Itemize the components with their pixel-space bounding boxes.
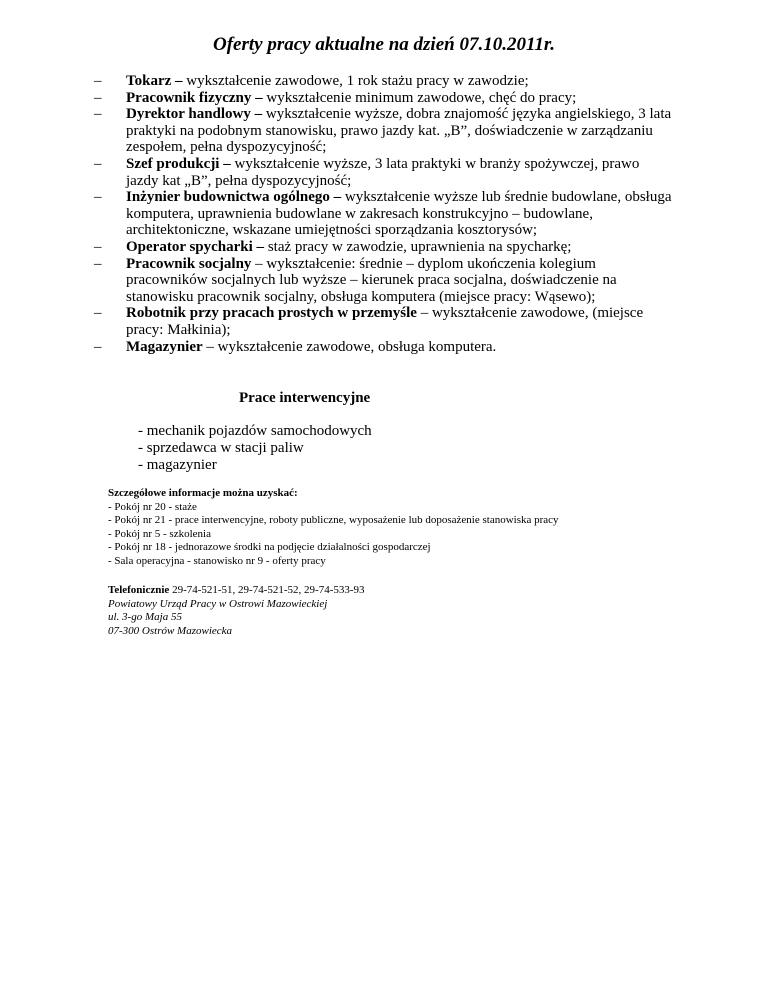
job-requirements: – wykształcenie: średnie – dyplom ukończenia kolegium pracowników socjalnych lub wyższe – kierunek praca socjalna, doświadczenie na stanowisku pracownik socjalny, obsługa komputera (miejsce pracy: Wąsewo); (126, 255, 617, 305)
job-offer-item (0, 339, 768, 356)
job-requirements: wykształcenie wyższe, 3 lata praktyki w branży spożywczej, prawo jazdy kat „B”, pełna dyspozycyjność; (126, 155, 640, 189)
job-title: Tokarz – (126, 73, 183, 89)
intervention-work-item: - mechanik pojazdów samochodowych (138, 423, 372, 439)
job-title: Pracownik socjalny (126, 255, 252, 272)
intervention-work-item: - magazynier (138, 457, 217, 474)
job-requirements: wykształcenie wyższe lub średnie budowlane, obsługa komputera, uprawnienia budowlane w zakresach konstrukcyjno – budowlane, architektoniczne, wskazane umiejętności sporządzania kosztorysów; (126, 189, 672, 239)
job-offers-list (0, 73, 768, 355)
intervention-works-heading: Prace interwencyjne (239, 390, 371, 406)
job-requirements: – wykształcenie zawodowe, (miejsce pracy: Małkinia); (126, 305, 644, 338)
office-name: Powiatowy Urząd Pracy w Ostrowi Mazowieckiej (108, 597, 328, 610)
job-title: Robotnik przy pracach prostych w przemyśle (126, 305, 417, 322)
room-info-line: - Pokój nr 18 - jednorazowe środki na podjęcie działalności gospodarczej (108, 541, 431, 554)
room-info-line: - Pokój nr 20 - staże (108, 500, 197, 513)
job-title: Szef produkcji – (126, 155, 231, 172)
job-requirements: wykształcenie minimum zawodowe, chęć do pracy; (262, 89, 577, 106)
dash-bullet: – (94, 238, 102, 255)
dash-bullet: – (94, 89, 102, 106)
dash-bullet: – (94, 255, 102, 272)
job-offer-item (0, 256, 768, 306)
job-requirements: – wykształcenie zawodowe, obsługa komputera. (202, 338, 497, 355)
intervention-work-item: - sprzedawca w stacji paliw (138, 440, 304, 457)
job-title: Operator spycharki – (126, 238, 265, 255)
job-requirements: wykształcenie wyższe, dobra znajomość języka angielskiego, 3 lata praktyki na podobnym stanowisku, prawo jazdy kat. „B”, doświadczenie w zarządzaniu zespołem, pełna dyspozycyjność; (126, 106, 672, 156)
job-title: Pracownik fizyczny – (126, 89, 263, 106)
room-info-line: - Sala operacyjna - stanowisko nr 9 - oferty pracy (108, 554, 326, 567)
office-street: ul. 3-go Maja 55 (108, 611, 182, 624)
job-title: Inżynier budownictwa ogólnego – (126, 189, 342, 206)
dash-bullet: – (94, 73, 102, 89)
job-title: Magazynier (126, 338, 203, 355)
job-offer-item (0, 239, 768, 256)
phone-label: Telefonicznie (108, 584, 170, 596)
document-title: Oferty pracy aktualne na dzień 07.10.2011r. (212, 34, 555, 55)
dash-bullet: – (94, 106, 102, 123)
phone-numbers: 29-74-521-51, 29-74-521-52, 29-74-533-93 (169, 584, 365, 596)
office-city: 07-300 Ostrów Mazowiecka (108, 624, 233, 637)
job-requirements: staż pracy w zawodzie, uprawnienia na spycharkę; (264, 238, 572, 255)
room-info-line: - Pokój nr 21 - prace interwencyjne, roboty publiczne, wyposażenie lub doposażenie stanowiska pracy (108, 514, 559, 527)
details-info-section (108, 487, 559, 569)
intervention-works-list (138, 423, 372, 475)
phone-line (108, 584, 365, 598)
dash-bullet: – (94, 155, 102, 172)
job-offer-item (0, 90, 768, 107)
job-offer-item (0, 305, 768, 338)
job-offer-item (0, 189, 768, 239)
job-title: Dyrektor handlowy – (126, 106, 263, 123)
job-offer-item (0, 106, 768, 156)
dash-bullet: – (94, 189, 102, 206)
details-info-heading: Szczegółowe informacje można uzyskać: (108, 487, 298, 499)
job-requirements: wykształcenie zawodowe, 1 rok stażu pracy w zawodzie; (182, 73, 529, 89)
job-offer-item (0, 73, 768, 90)
dash-bullet: – (94, 305, 102, 322)
dash-bullet: – (94, 338, 102, 355)
contact-section (108, 584, 365, 638)
room-info-line: - Pokój nr 5 - szkolenia (108, 527, 211, 540)
job-offer-item (0, 156, 768, 189)
